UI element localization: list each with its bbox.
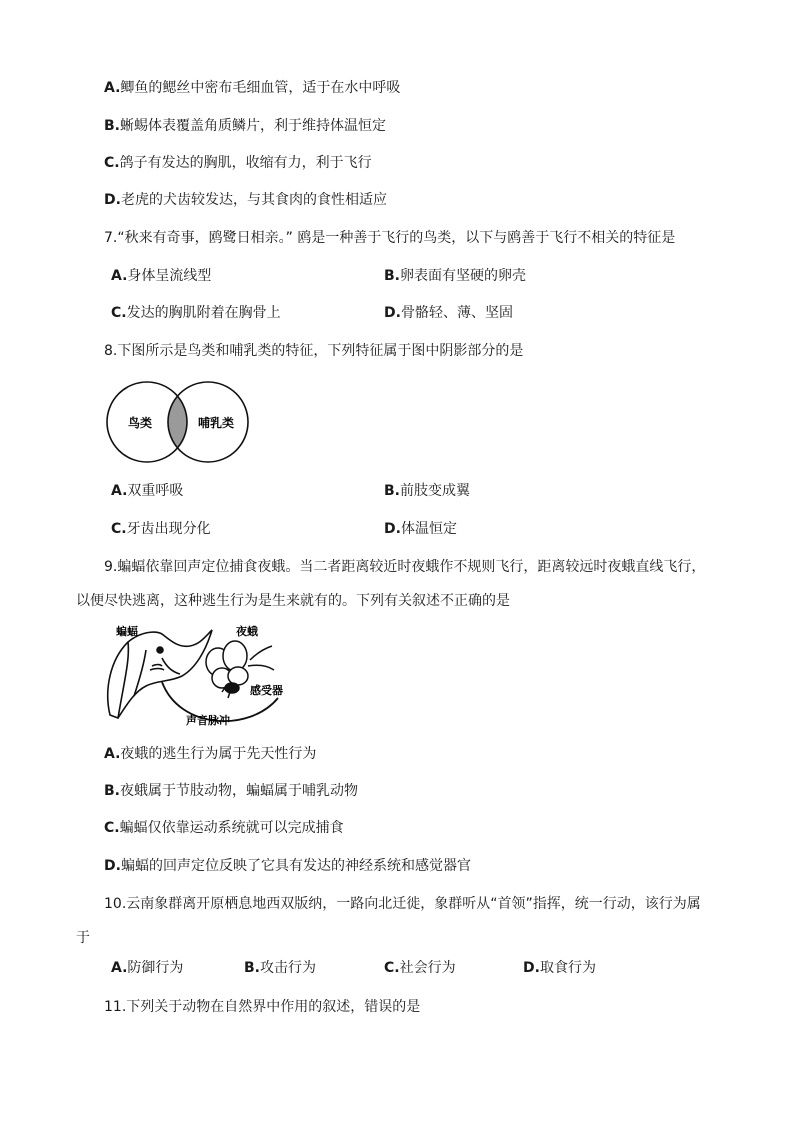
q6-option-b: B.蜥蜴体表覆盖角质鳞片，利于维持体温恒定 (104, 118, 386, 134)
q8-option-a: A.双重呼吸 (111, 483, 184, 499)
fig-label-moth: 夜蛾 (236, 625, 258, 638)
venn-diagram (104, 378, 250, 466)
q9-stem-line2: 以便尽快逃离，这种逃生行为是生来就有的。下列有关叙述不正确的是 (76, 593, 510, 609)
q8-stem: 8.下图所示是鸟类和哺乳类的特征，下列特征属于图中阴影部分的是 (104, 343, 524, 359)
q9-option-a: A.夜蛾的逃生行为属于先天性行为 (104, 746, 317, 762)
q7-stem: 7.“秋来有奇事，鸥鹭日相亲。” 鸥是一种善于飞行的鸟类，以下与鸥善于飞行不相关的特征是 (104, 230, 676, 246)
fig-label-receptor: 感受器 (250, 684, 283, 697)
q8-option-d: D.体温恒定 (384, 521, 457, 537)
q7-option-a: A.身体呈流线型 (111, 268, 212, 284)
q9-stem-line1: 9.蝙蝠依靠回声定位捕食夜蛾。当二者距离较近时夜蛾作不规则飞行，距离较远时夜蛾直线飞行， (104, 559, 706, 575)
venn-label-mammals: 哺乳类 (198, 416, 235, 430)
bat-moth-figure (100, 620, 300, 730)
q6-option-a: A.鲫鱼的鳃丝中密布毛细血管，适于在水中呼吸 (104, 80, 401, 96)
q10-option-b: B.攻击行为 (244, 960, 316, 976)
q8-option-b: B.前肢变成翼 (384, 483, 470, 499)
q10-stem-line2: 于 (76, 930, 90, 946)
q8-option-c: C.牙齿出现分化 (111, 521, 211, 537)
q11-stem: 11.下列关于动物在自然界中作用的叙述，错误的是 (104, 999, 421, 1015)
fig-label-bat: 蝙蝠 (116, 625, 138, 638)
q7-option-b: B.卵表面有坚硬的卵壳 (384, 268, 526, 284)
bat-drawing (108, 630, 212, 718)
q10-option-a: A.防御行为 (111, 960, 184, 976)
q6-option-d: D.老虎的犬齿较发达，与其食肉的食性相适应 (104, 192, 387, 208)
q10-option-d: D.取食行为 (523, 960, 596, 976)
q6-option-c: C.鸽子有发达的胸肌，收缩有力，利于飞行 (104, 155, 372, 171)
fig-label-sound-pulse: 声音脉冲 (186, 714, 230, 727)
q7-option-d: D.骨骼轻、薄、坚固 (384, 305, 513, 321)
q10-option-c: C.社会行为 (384, 960, 456, 976)
q9-option-c: C.蝙蝠仅依靠运动系统就可以完成捕食 (104, 820, 344, 836)
q9-option-d: D.蝙蝠的回声定位反映了它具有发达的神经系统和感觉器官 (104, 858, 471, 874)
q10-stem-line1: 10.云南象群离开原栖息地西双版纳，一路向北迁徙，象群听从“首领”指挥，统一行动，该行为属 (104, 896, 701, 912)
venn-label-birds: 鸟类 (128, 416, 153, 430)
q9-option-b: B.夜蛾属于节肢动物，蝙蝠属于哺乳动物 (104, 783, 358, 799)
q7-option-c: C.发达的胸肌附着在胸骨上 (111, 305, 281, 321)
